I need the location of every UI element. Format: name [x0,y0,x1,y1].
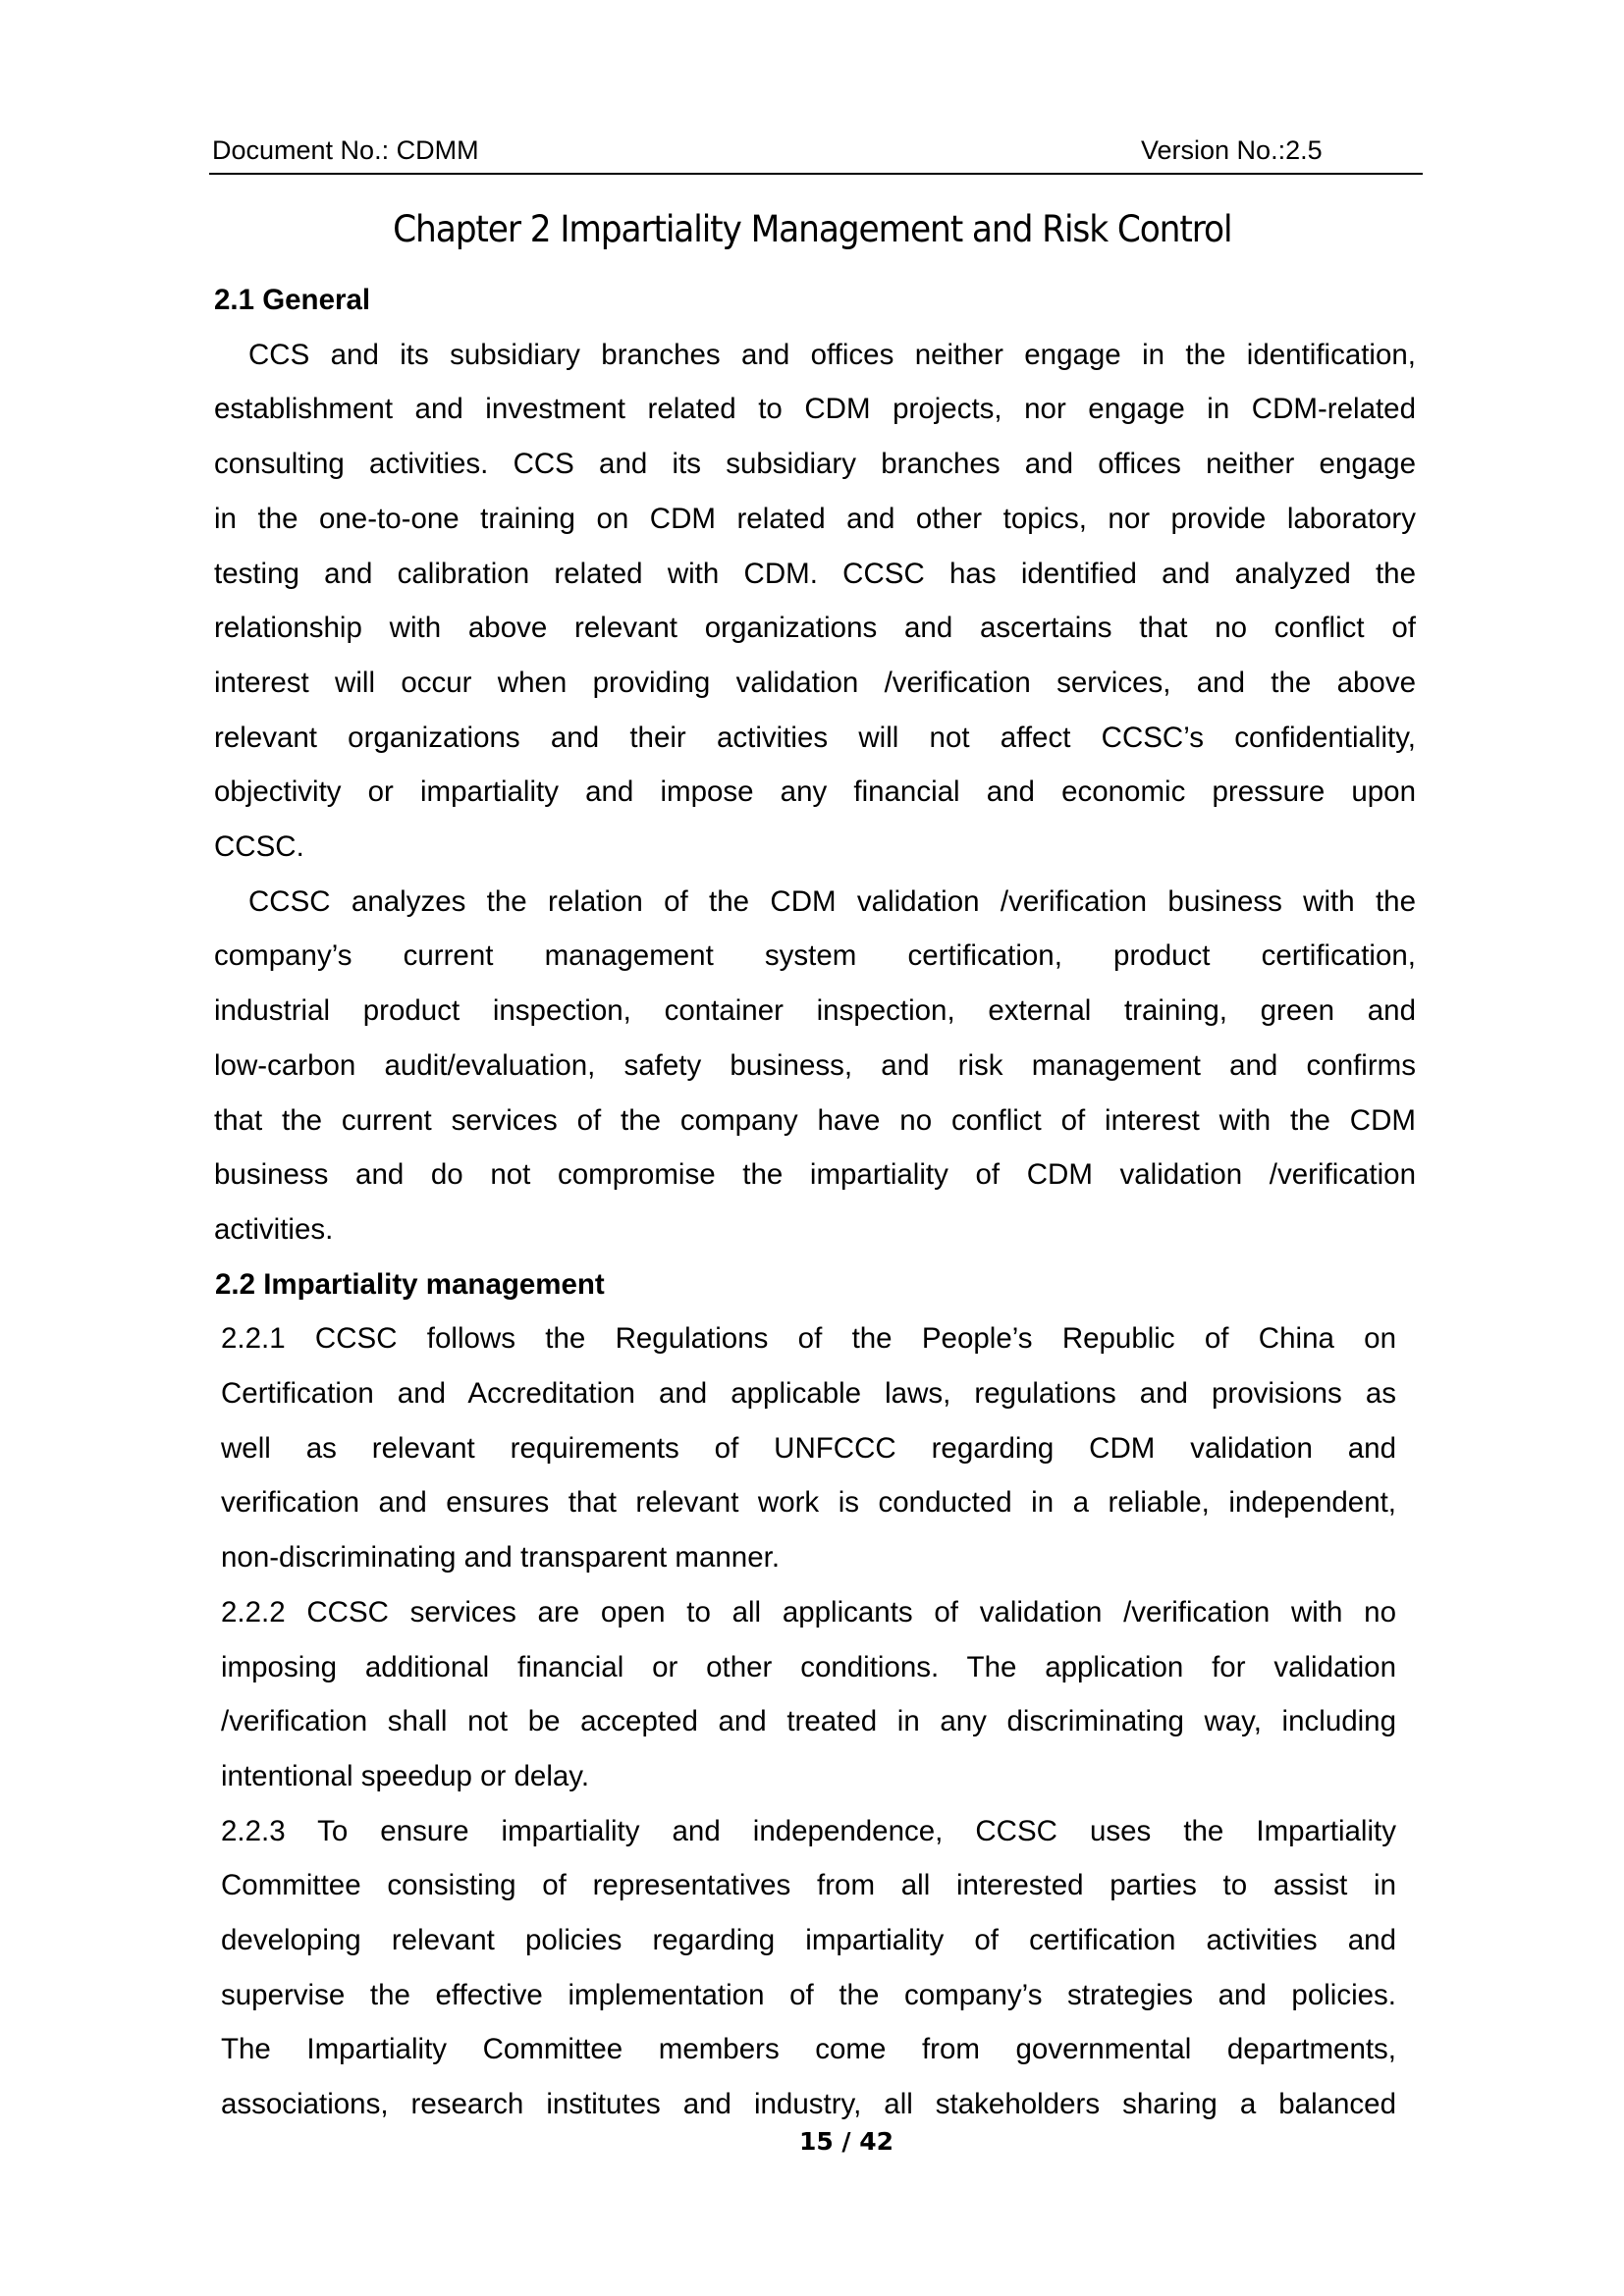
paragraph-line: company’s current management system certification, product certification, [214,939,1416,973]
paragraph-line: well as relevant requirements of UNFCCC regarding CDM validation and [221,1431,1396,1465]
paragraph-line: associations, research institutes and industry, all stakeholders sharing a balanced [221,2088,1396,2121]
version-number: Version No.:2.5 [1141,135,1323,165]
paragraph-line: imposing additional financial or other conditions. The application for validation [221,1650,1396,1683]
section-heading: 2.1 General [214,284,371,316]
paragraph-line: CCS and its subsidiary branches and offices neither engage in the identification, [248,338,1416,371]
document-number: Document No.: CDMM [212,135,479,165]
header-divider [209,173,1423,175]
paragraph-line: intentional speedup or delay. [221,1759,590,1792]
paragraph-line: activities. [214,1212,334,1246]
paragraph-line: supervise the effective implementation of the company’s strategies and policies. [221,1978,1396,2011]
paragraph-line: relevant organizations and their activities will not affect CCSC’s confidentiality, [214,721,1416,754]
paragraph-line: consulting activities. CCS and its subsidiary branches and offices neither engage [214,448,1416,481]
paragraph-line: CCSC. [214,830,304,863]
paragraph-line: Certification and Accreditation and applicable laws, regulations and provisions as [221,1377,1396,1410]
paragraph-line: business and do not compromise the impartiality of CDM validation /verification [214,1158,1416,1192]
chapter-title: Chapter 2 Impartiality Management and Risk Control [393,208,1232,250]
paragraph-line: Committee consisting of representatives from all interested parties to assist in [221,1869,1396,1902]
paragraph-line: that the current services of the company have no conflict of interest with the CDM [214,1103,1416,1137]
paragraph-line: objectivity or impartiality and impose any financial and economic pressure upon [214,775,1416,809]
page-number: 15 / 42 [798,2127,894,2156]
section-heading: 2.2 Impartiality management [215,1267,605,1301]
paragraph-line: establishment and investment related to CDM projects, nor engage in CDM-related [214,393,1416,426]
paragraph-line: verification and ensures that relevant work is conducted in a reliable, independent, [221,1486,1396,1520]
paragraph-line: testing and calibration related with CDM. CCSC has identified and analyzed the [214,557,1416,590]
paragraph-line: 2.2.1 CCSC follows the Regulations of the People’s Republic of China on [221,1322,1396,1356]
paragraph-line: interest will occur when providing validation /verification services, and the above [214,666,1416,699]
paragraph-line: developing relevant policies regarding impartiality of certification activities and [221,1924,1396,1956]
paragraph-line: 2.2.2 CCSC services are open to all applicants of validation /verification with no [221,1595,1396,1629]
paragraph-line: relationship with above relevant organizations and ascertains that no conflict of [214,612,1416,645]
paragraph-line: /verification shall not be accepted and treated in any discriminating way, including [221,1705,1396,1738]
paragraph-line: non-discriminating and transparent manner. [221,1541,781,1575]
paragraph-line: low-carbon audit/evaluation, safety business, and risk management and confirms [214,1048,1416,1082]
paragraph-line: CCSC analyzes the relation of the CDM validation /verification business with the [248,884,1416,918]
paragraph-line: The Impartiality Committee members come from governmental departments, [221,2033,1396,2066]
paragraph-line: in the one-to-one training on CDM related and other topics, nor provide laboratory [214,502,1416,535]
paragraph-line: 2.2.3 To ensure impartiality and independence, CCSC uses the Impartiality [221,1814,1396,1847]
paragraph-line: industrial product inspection, container inspection, external training, green and [214,994,1416,1028]
